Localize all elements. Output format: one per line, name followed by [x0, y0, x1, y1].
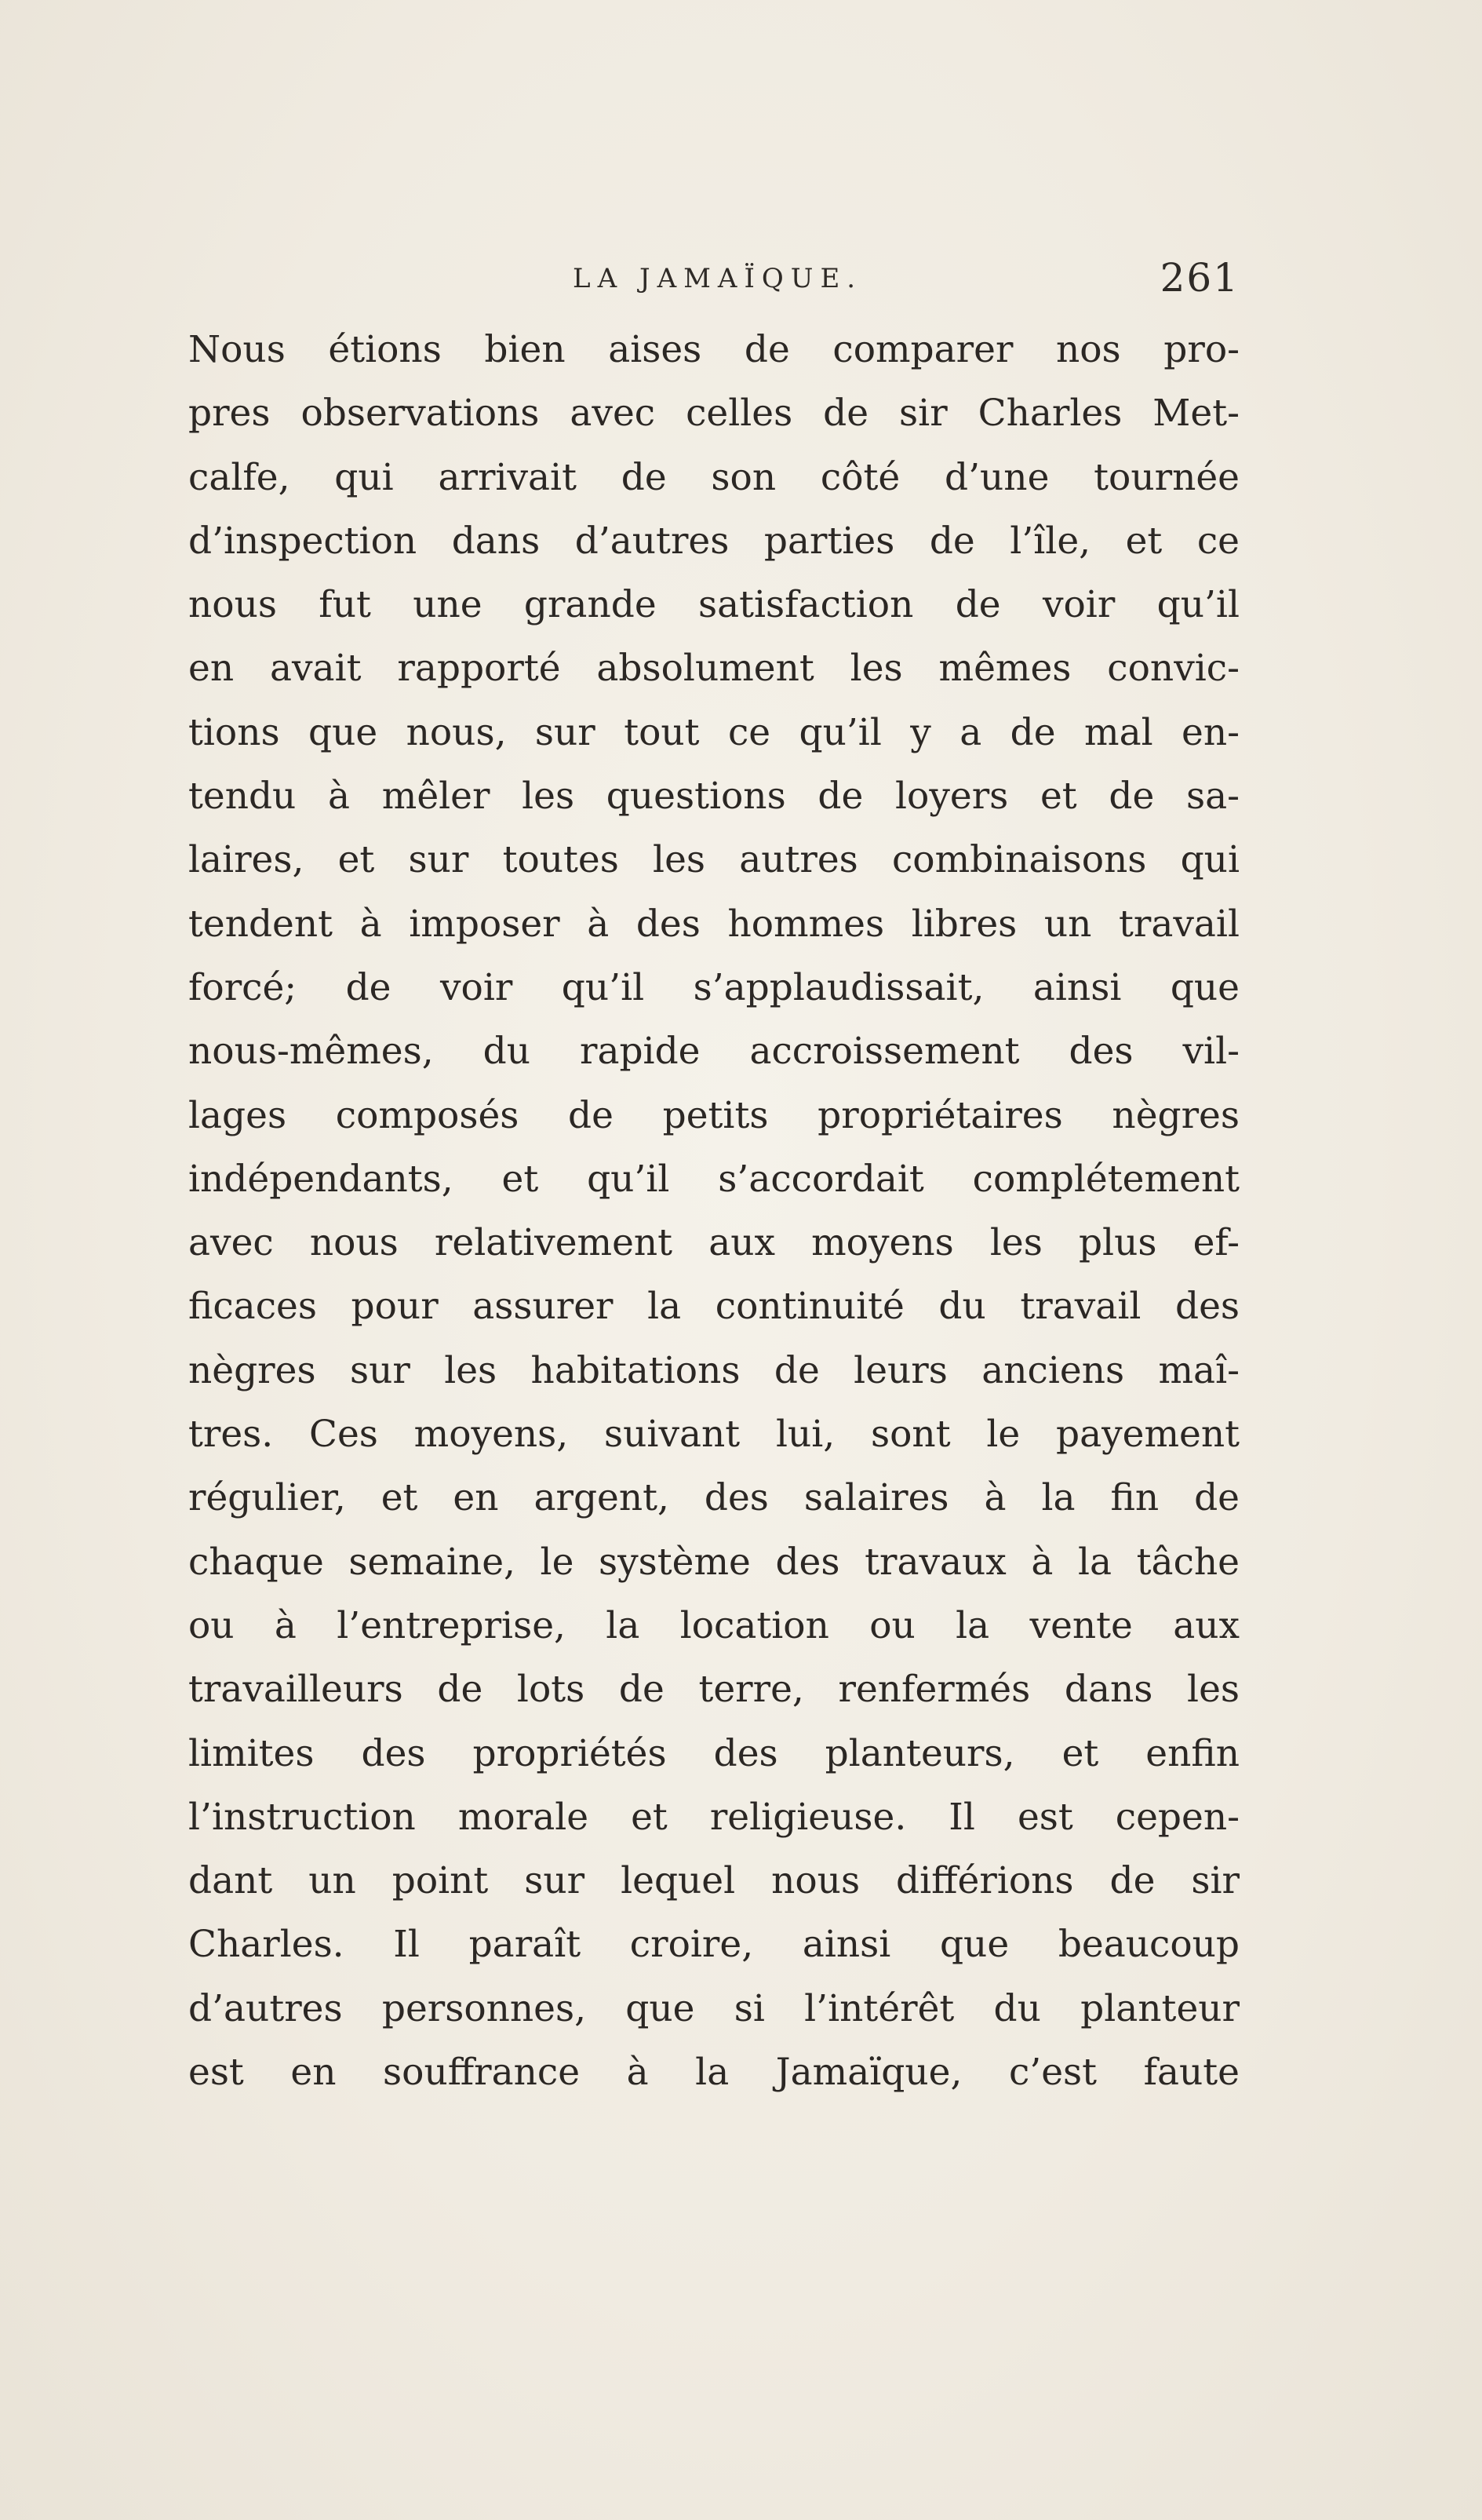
text-line: tres. Ces moyens, suivant lui, sont le payement — [188, 1413, 1240, 1457]
running-title: LA JAMAÏQUE. — [573, 263, 863, 294]
text-line: tions que nous, sur tout ce qu’il y a de mal en- — [188, 710, 1240, 754]
page-number: 261 — [1160, 255, 1240, 301]
text-line: Charles. Il paraît croire, ainsi que beaucoup — [188, 1923, 1240, 1967]
text-line: pres observations avec celles de sir Charles Met- — [188, 392, 1240, 436]
text-line: dant un point sur lequel nous différions de sir — [188, 1859, 1240, 1903]
text-line: l’instruction morale et religieuse. Il est cepen- — [188, 1795, 1240, 1839]
text-line: limites des propriétés des planteurs, et enfin — [188, 1731, 1240, 1775]
text-line: d’autres personnes, que si l’intérêt du planteur — [188, 1986, 1240, 2030]
page-header — [188, 255, 1240, 302]
text-line: calfe, qui arrivait de son côté d’une tournée — [188, 455, 1240, 499]
text-line: tendu à mêler les questions de loyers et de sa- — [188, 775, 1240, 819]
text-line: tendent à imposer à des hommes libres un travail — [188, 902, 1240, 946]
text-line: en avait rapporté absolument les mêmes convic- — [188, 647, 1240, 691]
text-line: travailleurs de lots de terre, renfermés dans les — [188, 1668, 1240, 1712]
text-line: lages composés de petits propriétaires nègres — [188, 1093, 1240, 1137]
text-line: est en souffrance à la Jamaïque, c’est faute — [188, 2051, 1240, 2095]
text-line: Nous étions bien aises de comparer nos pro- — [188, 328, 1240, 371]
text-line: indépendants, et qu’il s’accordait complétement — [188, 1157, 1240, 1201]
text-line: régulier, et en argent, des salaires à la fin de — [188, 1476, 1240, 1520]
text-line: ou à l’entreprise, la location ou la vente aux — [188, 1603, 1240, 1647]
text-line: avec nous relativement aux moyens les plus ef- — [188, 1221, 1240, 1265]
text-line: nègres sur les habitations de leurs anciens maî- — [188, 1348, 1240, 1392]
text-line: chaque semaine, le système des travaux à la tâche — [188, 1540, 1240, 1584]
text-line: nous fut une grande satisfaction de voir qu’il — [188, 583, 1240, 627]
text-line: nous-mêmes, du rapide accroissement des vil- — [188, 1030, 1240, 1074]
text-line: forcé; de voir qu’il s’applaudissait, ainsi que — [188, 965, 1240, 1009]
body-text — [188, 318, 1240, 2104]
text-line: ficaces pour assurer la continuité du travail des — [188, 1285, 1240, 1329]
text-line: laires, et sur toutes les autres combinaisons qui — [188, 838, 1240, 882]
text-line: d’inspection dans d’autres parties de l’île, et ce — [188, 519, 1240, 563]
